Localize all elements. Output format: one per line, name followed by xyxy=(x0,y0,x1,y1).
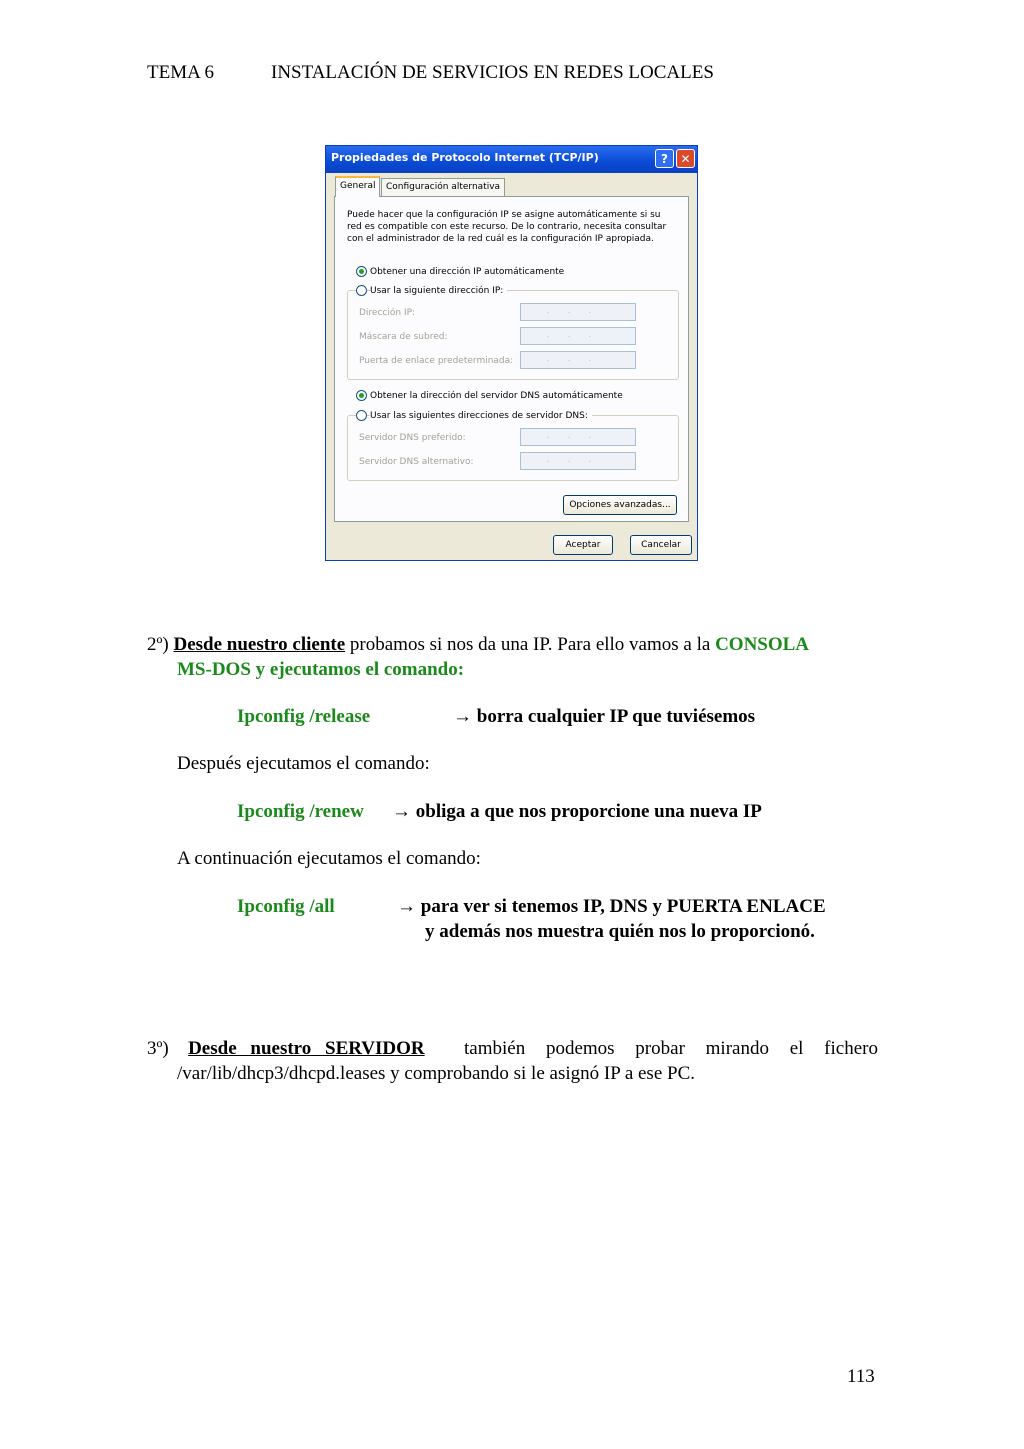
description-line-2: red es compatible con este recurso. De lo contrario, necesita consultar xyxy=(347,222,667,232)
cmd-all-desc xyxy=(397,894,826,919)
tab-general[interactable]: General xyxy=(335,176,380,197)
advanced-options-button[interactable]: Opciones avanzadas... xyxy=(563,495,677,515)
dns-group xyxy=(347,415,679,481)
cmd-renew: Ipconfig /renew xyxy=(237,801,364,822)
step3-number: 3º) xyxy=(147,1038,169,1059)
radio-ip-auto[interactable] xyxy=(356,266,367,277)
description-line-3: con el administrador de la red cuál es la configuración IP apropiada. xyxy=(347,234,654,244)
ok-button[interactable]: Aceptar xyxy=(553,535,613,555)
cmd-all-desc-text: para ver si tenemos IP, DNS y PUERTA ENLACE xyxy=(420,896,826,917)
cancel-button[interactable]: Cancelar xyxy=(630,535,692,555)
radio-dns-manual-label: Usar las siguientes direcciones de servidor DNS: xyxy=(370,410,592,422)
dialog-titlebar xyxy=(326,146,697,173)
step3-line-2: /var/lib/dhcp3/dhcpd.leases y comprobando si le asignó IP a ese PC. xyxy=(177,1063,696,1084)
cmd-renew-desc xyxy=(392,799,762,824)
radio-ip-manual-label: Usar la siguiente dirección IP: xyxy=(370,285,507,297)
label-dns-preferred: Servidor DNS preferido: xyxy=(359,433,466,443)
label-subnet-mask: Máscara de subred: xyxy=(359,332,448,342)
tcpip-dialog xyxy=(325,145,698,561)
cmd-release-desc xyxy=(453,704,755,729)
header-title: INSTALACIÓN DE SERVICIOS EN REDES LOCALES xyxy=(271,62,714,83)
radio-ip-manual[interactable] xyxy=(356,285,367,296)
radio-dns-auto-label: Obtener la dirección del servidor DNS automáticamente xyxy=(370,391,623,401)
radio-dns-manual[interactable] xyxy=(356,410,367,421)
gateway-field[interactable]: ... xyxy=(520,351,636,369)
arrow-icon: → xyxy=(392,801,411,822)
dialog-title: Propiedades de Protocolo Internet (TCP/IP) xyxy=(331,151,599,164)
dns-alternate-field[interactable]: ... xyxy=(520,452,636,470)
dns-preferred-field[interactable]: ... xyxy=(520,428,636,446)
step2-highlight-1: CONSOLA xyxy=(715,634,810,655)
cmd-renew-desc-text: obliga a que nos proporcione una nueva IP xyxy=(415,801,762,822)
arrow-icon: → xyxy=(397,896,416,917)
cmd-all-desc-line-2: y además nos muestra quién nos lo proporcionó. xyxy=(425,921,815,942)
radio-dns-auto[interactable] xyxy=(356,390,367,401)
after-release-text: Después ejecutamos el comando: xyxy=(177,753,430,774)
radio-ip-auto-label: Obtener una dirección IP automáticamente xyxy=(370,267,565,277)
page-number: 113 xyxy=(847,1366,875,1387)
step2-subject: Desde nuestro cliente xyxy=(173,634,346,655)
step2-paragraph xyxy=(147,632,887,657)
cmd-release-desc-text: borra cualquier IP que tuviésemos xyxy=(476,706,756,727)
step2-number: 2º) xyxy=(147,634,169,655)
step2-highlight-2: MS-DOS y ejecutamos el comando: xyxy=(177,659,465,680)
general-panel xyxy=(334,196,689,522)
label-ip-address: Dirección IP: xyxy=(359,308,416,318)
step3-text: también podemos probar mirando el fichero xyxy=(464,1038,878,1059)
after-renew-text: A continuación ejecutamos el comando: xyxy=(177,848,481,869)
description-line-1: Puede hacer que la configuración IP se asigne automáticamente si su xyxy=(347,210,661,220)
step3-line-1 xyxy=(147,1036,878,1061)
help-button[interactable]: ? xyxy=(655,149,674,168)
tab-alternate-config[interactable]: Configuración alternativa xyxy=(381,178,505,196)
step2-text: probamos si nos da una IP. Para ello vamos a la xyxy=(345,634,716,655)
ip-address-field[interactable]: ... xyxy=(520,303,636,321)
arrow-icon: → xyxy=(453,706,472,727)
label-dns-alternate: Servidor DNS alternativo: xyxy=(359,457,474,467)
step3-subject: Desde nuestro SERVIDOR xyxy=(188,1038,425,1059)
close-button[interactable]: ✕ xyxy=(676,149,695,168)
cmd-all: Ipconfig /all xyxy=(237,896,335,917)
label-gateway: Puerta de enlace predeterminada: xyxy=(359,356,514,366)
header-tema: TEMA 6 xyxy=(147,62,215,83)
subnet-mask-field[interactable]: ... xyxy=(520,327,636,345)
cmd-release: Ipconfig /release xyxy=(237,706,371,727)
